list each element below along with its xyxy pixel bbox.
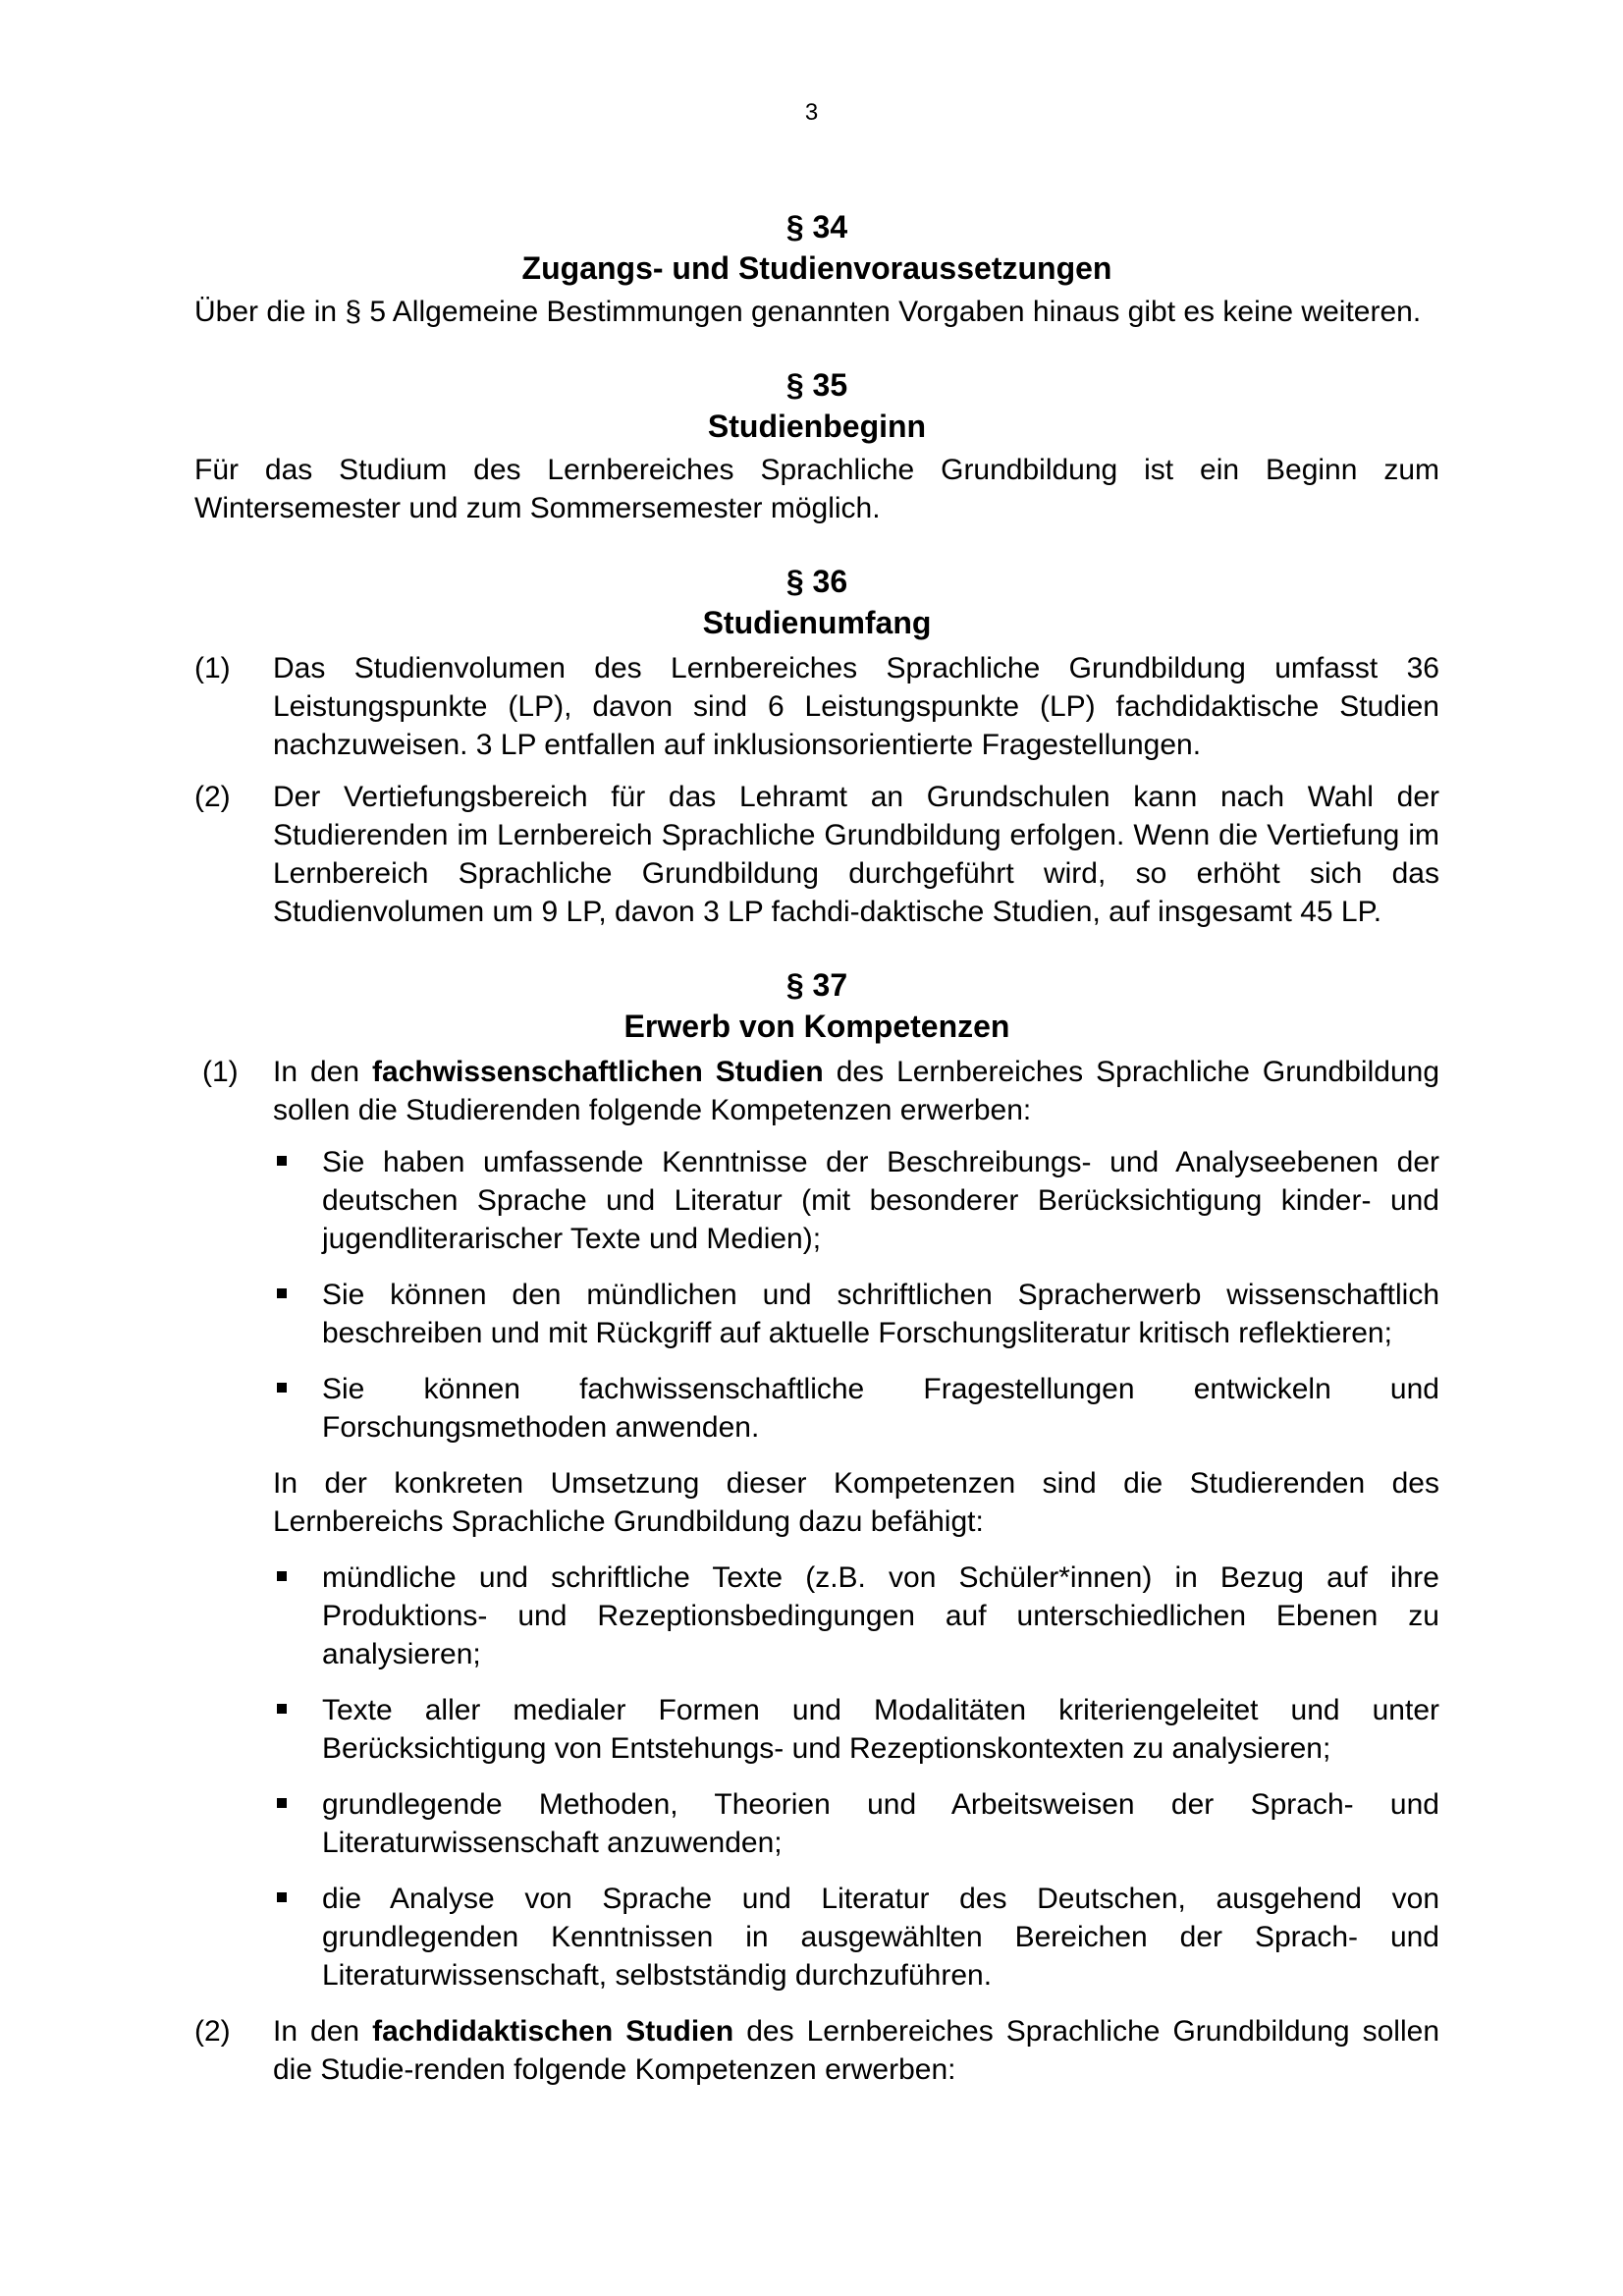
list-item xyxy=(273,1785,1439,1862)
paragraph: In der konkreten Umsetzung dieser Kompetenzen sind die Studierenden des Lernbereichs Sprachliche Grundbildung dazu befähigt: xyxy=(273,1467,1439,1538)
list-item xyxy=(273,1276,1439,1352)
square-bullet-icon xyxy=(277,1383,287,1393)
section-title: Studienbeginn xyxy=(707,409,927,444)
item-text xyxy=(273,2012,1439,2089)
text-run: In den xyxy=(273,2015,373,2048)
text-run: In den xyxy=(273,1056,373,1088)
paragraph: Für das Studium des Lernbereiches Sprachliche Grundbildung ist ein Beginn zum Wintersemester und zum Sommersemester möglich. xyxy=(194,454,1439,524)
section-35 xyxy=(194,364,1439,527)
list-item xyxy=(273,1880,1439,1995)
square-bullet-icon xyxy=(277,1571,287,1581)
square-bullet-icon xyxy=(277,1156,287,1166)
paragraph: Über die in § 5 Allgemeine Bestimmungen genannten Vorgaben hinaus gibt es keine weiteren. xyxy=(194,296,1422,328)
square-bullet-icon xyxy=(277,1704,287,1714)
bullet-list xyxy=(273,1143,1439,1447)
bold-text: fachwissenschaftlichen Studien xyxy=(372,1056,824,1088)
square-bullet-icon xyxy=(277,1798,287,1808)
document-body xyxy=(194,206,1439,2122)
bullet-list xyxy=(273,1558,1439,1995)
list-item-text: Sie haben umfassende Kenntnisse der Beschreibungs- und Analyseebenen der deutschen Sprache und Literatur (mit besonderer Berücksichtigung kinder- und jugendliterarischer Texte und Medien); xyxy=(322,1146,1439,1255)
section-number: § 35 xyxy=(785,367,848,403)
page-number: 3 xyxy=(804,99,819,126)
section-36 xyxy=(194,561,1439,931)
list-item-text: Sie können den mündlichen und schriftlichen Spracherwerb wissenschaftlich beschreiben und mit Rückgriff auf aktuelle Forschungsliteratur kritisch reflektieren; xyxy=(322,1279,1439,1349)
section-title: Studienumfang xyxy=(702,605,932,640)
list-item-text: die Analyse von Sprache und Literatur des Deutschen, ausgehend von grundlegenden Kenntnissen in ausgewählten Bereichen der Sprach- und Literaturwissenschaft, selbstständig durchzuführen. xyxy=(322,1883,1439,1992)
item-number: (1) xyxy=(194,652,231,684)
section-number: § 34 xyxy=(785,209,848,245)
list-item-text: mündliche und schriftliche Texte (z.B. von Schüler*innen) in Bezug auf ihre Produktions- und Rezeptionsbedingungen auf unterschiedlichen Ebenen zu analysieren; xyxy=(322,1561,1439,1670)
list-item-text: grundlegende Methoden, Theorien und Arbeitsweisen der Sprach- und Literaturwissenschaft anzuwenden; xyxy=(322,1788,1439,1859)
item-number: (2) xyxy=(194,2015,231,2048)
numbered-item xyxy=(194,649,1439,764)
section-number: § 36 xyxy=(785,564,848,599)
text-run: des Lernbereiches Sprachliche Grundbildung sollen die Studie-renden folgende Kompetenzen erwerben: xyxy=(273,2015,1440,2086)
square-bullet-icon xyxy=(277,1892,287,1902)
list-item xyxy=(273,1370,1439,1447)
section-37 xyxy=(194,964,1439,2089)
square-bullet-icon xyxy=(277,1288,287,1298)
section-title: Erwerb von Kompetenzen xyxy=(623,1009,1010,1044)
item-number: (1) xyxy=(202,1056,239,1088)
list-item xyxy=(273,1691,1439,1768)
section-number: § 37 xyxy=(785,967,848,1003)
bold-text: fachdidaktischen Studien xyxy=(372,2015,734,2048)
text-run: des Lernbereiches Sprachliche Grundbildung sollen die Studierenden folgende Kompetenzen erwerben: xyxy=(273,1056,1439,1126)
item-number: (2) xyxy=(194,781,231,813)
item-text: Der Vertiefungsbereich für das Lehramt an Grundschulen kann nach Wahl der Studierenden im Lernbereich Sprachliche Grundbildung erfolgen. Wenn die Vertiefung im Lernbereich Sprachliche Grundbildung durchgeführt wird, so erhöht sich das Studienvolumen um 9 LP, davon 3 LP fachdi-daktische Studien, auf insgesamt 45 LP. xyxy=(273,781,1439,928)
numbered-item xyxy=(194,2012,1439,2089)
item-text xyxy=(273,1053,1439,1129)
section-title: Zugangs- und Studienvoraussetzungen xyxy=(521,250,1112,286)
numbered-item xyxy=(194,778,1439,931)
item-text: Das Studienvolumen des Lernbereiches Sprachliche Grundbildung umfasst 36 Leistungspunkte (LP), davon sind 6 Leistungspunkte (LP) fachdidaktische Studien nachzuweisen. 3 LP entfallen auf inklusionsorientierte Fragestellungen. xyxy=(273,652,1439,761)
list-item-text: Texte aller medialer Formen und Modalitäten kriteriengeleitet und unter Berücksichtigung von Entstehungs- und Rezeptionskontexten zu analysieren; xyxy=(322,1694,1439,1765)
list-item xyxy=(273,1143,1439,1258)
numbered-item xyxy=(194,1053,1439,1995)
list-item-text: Sie können fachwissenschaftliche Fragestellungen entwickeln und Forschungsmethoden anwenden. xyxy=(322,1373,1439,1444)
section-34 xyxy=(194,206,1439,331)
list-item xyxy=(273,1558,1439,1673)
